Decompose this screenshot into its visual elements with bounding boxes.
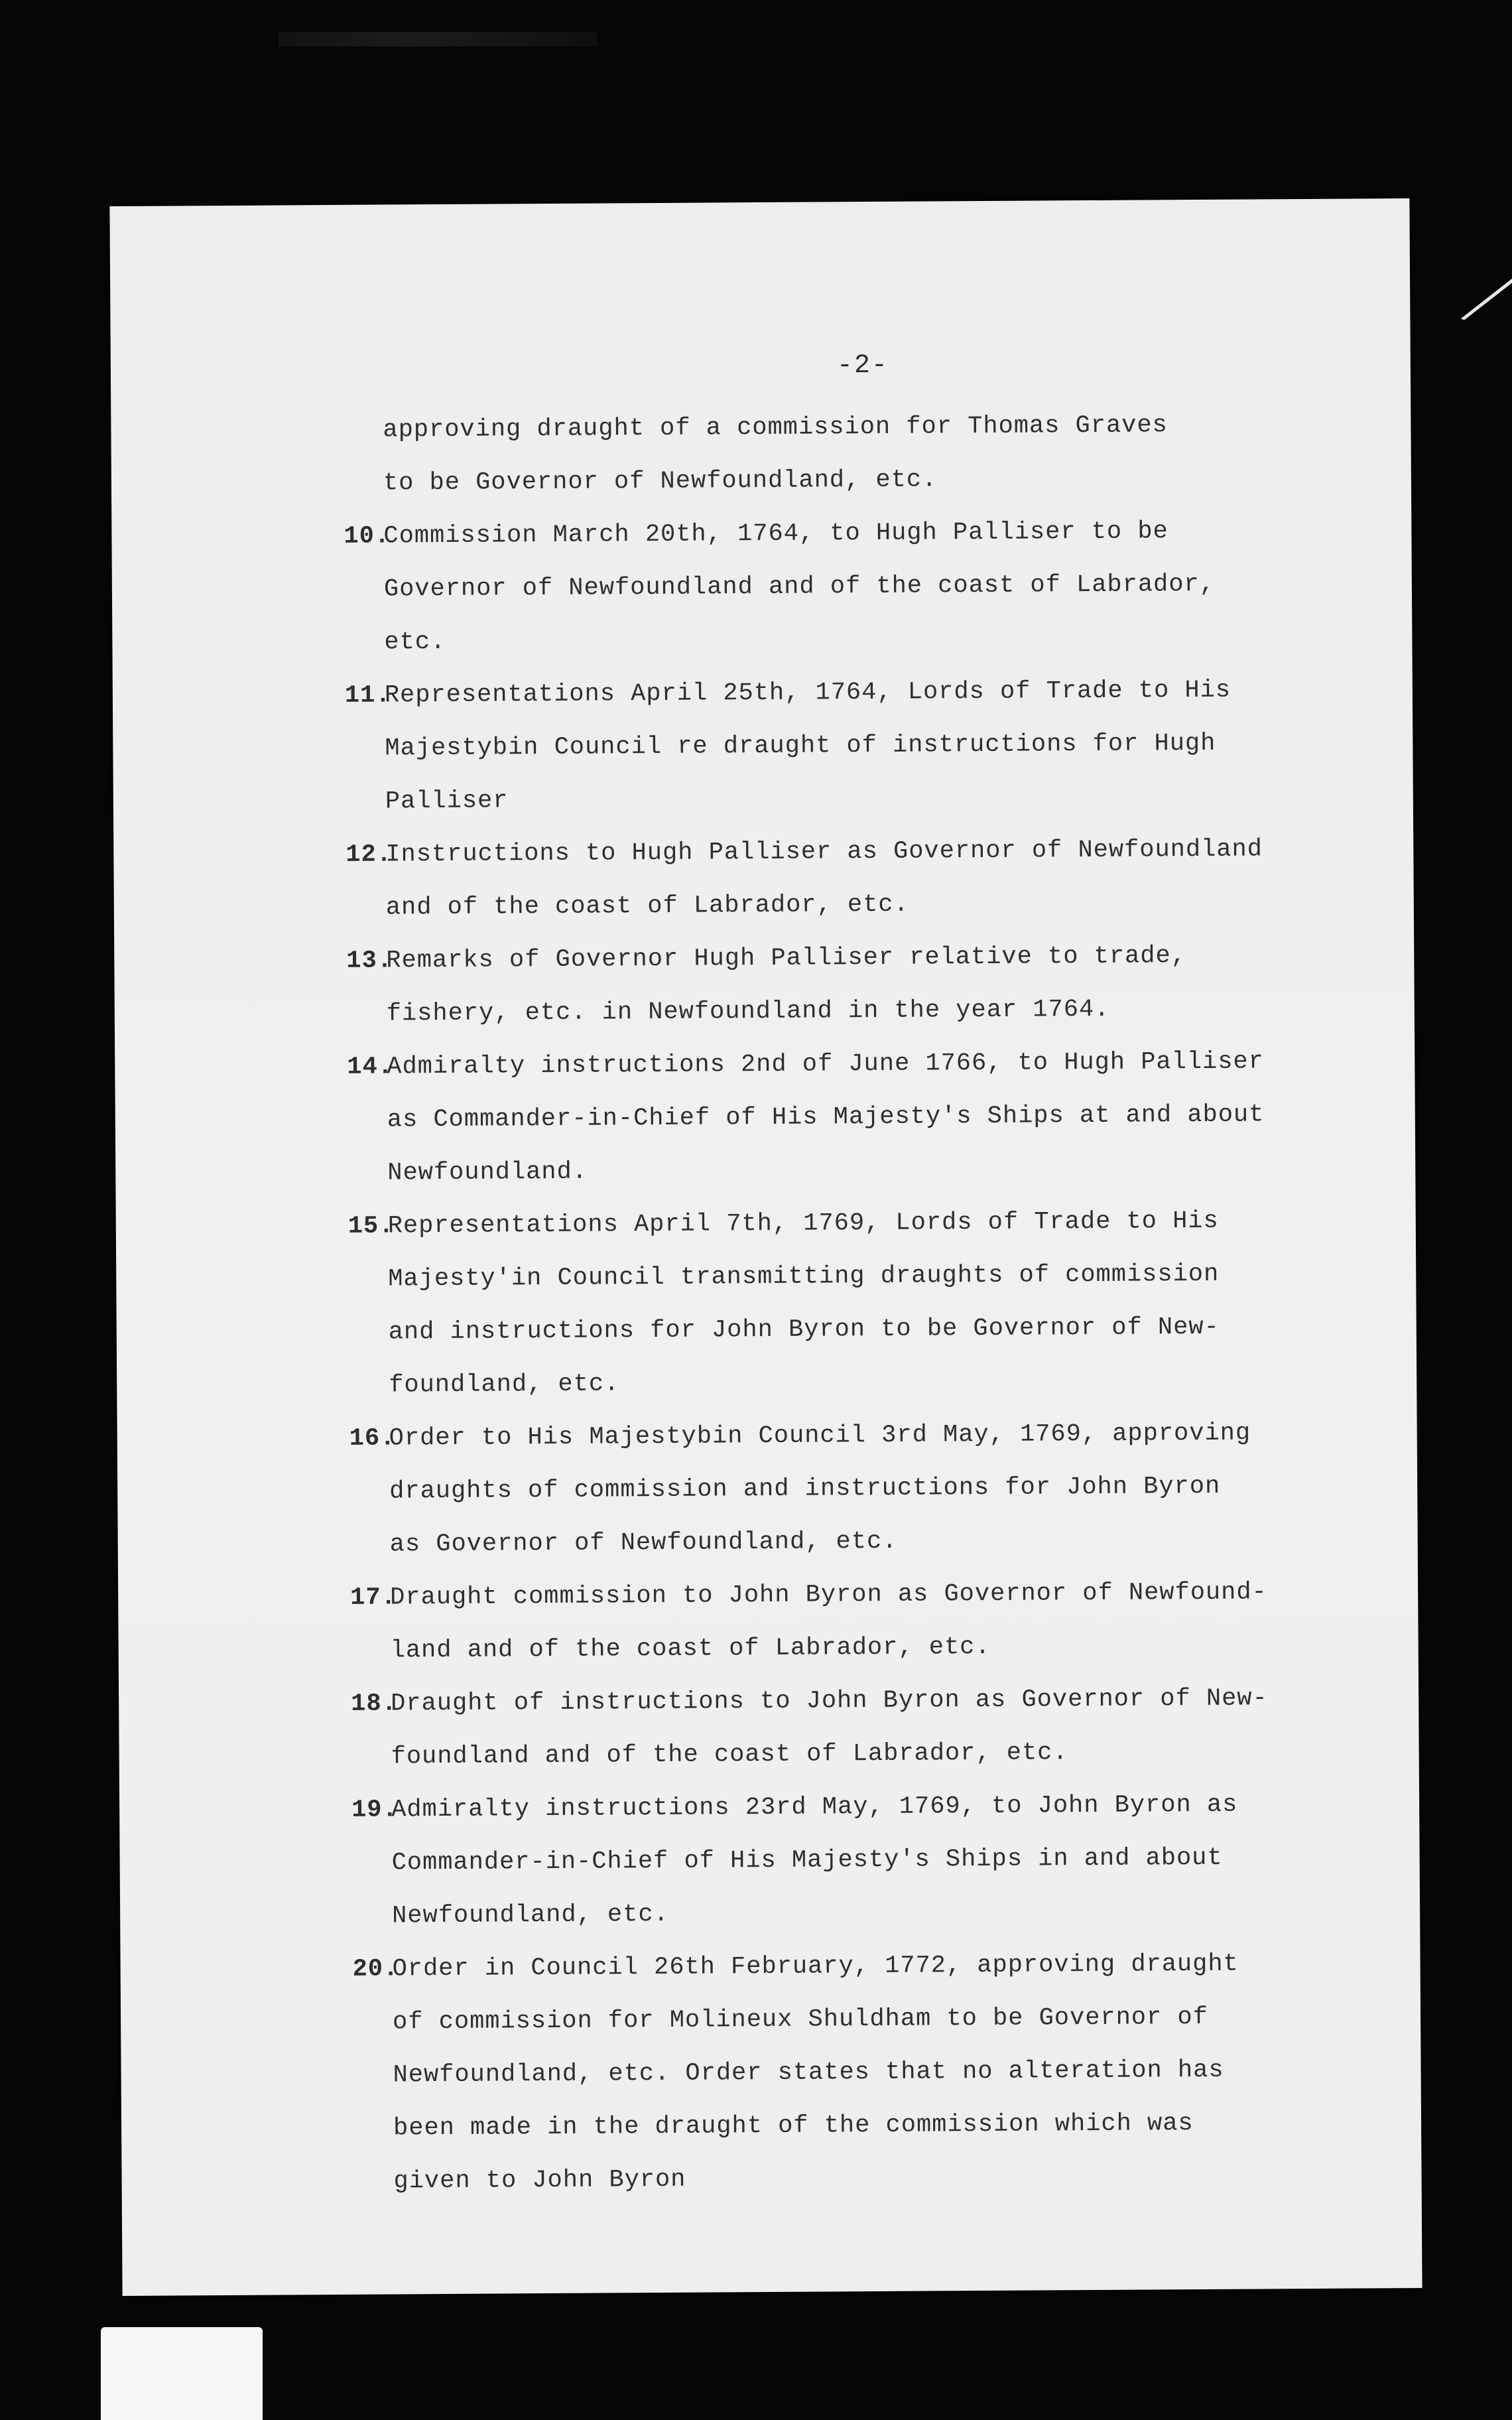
entry-text: Admiralty instructions 23rd May, 1769, to John Byron as Commander-in-Chief of His Majesty's Ships in and about Newfoundland, etc. (391, 1790, 1238, 1930)
entry-text: Admiralty instructions 2nd of June 1766, to Hugh Palliser as Commander-in-Chief of His Majesty's Ships at and about Newfoundland. (387, 1047, 1265, 1187)
entry-number: 16. (349, 1424, 396, 1453)
list-item (346, 927, 1507, 1041)
list-item (350, 1564, 1511, 1678)
entry-text: Draught of instructions to John Byron as Governor of New- foundland and of the coast of Labrador, etc. (391, 1684, 1268, 1771)
entry-text: Representations April 25th, 1764, Lords of Trade to His Majestybin Council re draught of instructions for Hugh Palliser (384, 676, 1231, 816)
entry-text: Commission March 20th, 1764, to Hugh Palliser to be Governor of Newfoundland and of the coast of Labrador, etc. (383, 517, 1216, 657)
list-item (348, 1193, 1510, 1412)
entry-text: Draught commission to John Byron as Governor of Newfound- land and of the coast of Labrador, etc. (390, 1578, 1267, 1665)
entry-number: 12. (346, 840, 393, 869)
entry-number: 13. (346, 947, 393, 975)
entry-text: Order in Council 26th February, 1772, approving draught of commission for Molineux Shuldham to be Governor of Newfoundland, etc. Order states that no alteration has been made in the draught of the commission which was given to John Byron (392, 1950, 1239, 2196)
entry-text: approving draught of a commission for Thomas Graves to be Governor of Newfoundland, etc. (383, 411, 1168, 498)
entry-text: Instructions to Hugh Palliser as Governor of Newfoundland and of the coast of Labrador, etc. (385, 835, 1263, 922)
list-item (344, 503, 1505, 669)
entry-number: 15. (347, 1212, 395, 1241)
entry-number: 18. (351, 1690, 397, 1718)
page-number: -2- (836, 350, 889, 381)
typed-sheet (109, 198, 1422, 2296)
list-item (351, 1670, 1512, 1784)
white-tab (101, 2327, 263, 2420)
entry-text: Remarks of Governor Hugh Palliser relative to trade, fishery, etc. in Newfoundland in the year 1764. (386, 942, 1187, 1028)
entry-number: 14. (347, 1053, 394, 1081)
film-edge-strip (279, 32, 597, 46)
continued-entry (343, 397, 1504, 510)
list-item (346, 821, 1507, 935)
entry-number: 11. (344, 681, 391, 710)
entry-number: 19. (351, 1796, 398, 1824)
list-item (351, 1777, 1512, 1943)
entry-number: 20. (352, 1955, 399, 1983)
entry-number: 10. (344, 522, 391, 551)
entry-list (343, 397, 1512, 2208)
list-item (345, 662, 1506, 829)
entry-text: Representations April 7th, 1769, Lords of Trade to His Majesty'in Council transmitting draughts of commission and instructions for John Byron to be Governor of New- foundland, etc. (387, 1207, 1220, 1400)
list-item (352, 1936, 1512, 2208)
list-item (349, 1405, 1511, 1572)
entry-text: Order to His Majestybin Council 3rd May, 1769, approving draughts of commission and instructions for John Byron as Governor of Newfoundland, etc. (389, 1419, 1251, 1559)
edge-mark (1461, 279, 1512, 363)
list-item (347, 1034, 1508, 1200)
entry-number: 17. (350, 1583, 397, 1612)
